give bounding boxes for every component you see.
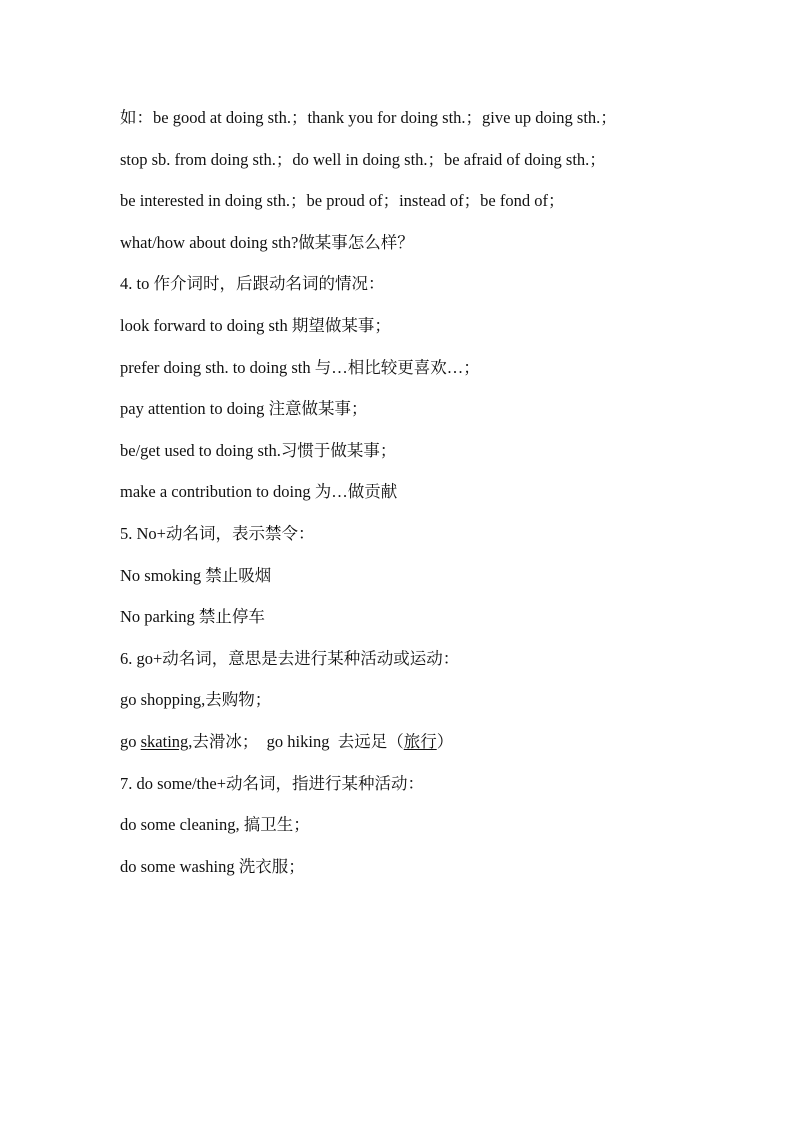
- text-segment: go: [120, 732, 141, 751]
- text-segment: ）: [436, 732, 454, 751]
- text-line: prefer doing sth. to doing sth 与…相比较更喜欢…；: [120, 358, 480, 377]
- section-heading: 6. go+动名词，意思是去进行某种活动或运动：: [120, 649, 460, 668]
- text-segment: ,去滑冰； go hiking 去远足（: [188, 732, 404, 751]
- text-line: do some cleaning, 搞卫生；: [120, 815, 310, 834]
- text-line: what/how about doing sth?做某事怎么样？: [120, 233, 414, 252]
- text-line: make a contribution to doing 为…做贡献: [120, 482, 398, 501]
- text-line: 如：be good at doing sth.；thank you for doing sth.；give up doing sth.；: [120, 108, 617, 127]
- text-line: pay attention to doing 注意做某事；: [120, 399, 368, 418]
- text-line: No parking 禁止停车: [120, 607, 265, 626]
- underlined-word: 旅行: [403, 732, 437, 751]
- text-line: be interested in doing sth.；be proud of；instead of；be fond of；: [120, 191, 565, 210]
- section-heading: 4. to 作介词时，后跟动名词的情况：: [120, 274, 385, 293]
- text-line: do some washing 洗衣服；: [120, 857, 305, 876]
- text-line: go shopping,去购物；: [120, 690, 272, 709]
- text-line: look forward to doing sth 期望做某事；: [120, 316, 391, 335]
- text-line: stop sb. from doing sth.；do well in doing sth.；be afraid of doing sth.；: [120, 150, 606, 169]
- section-heading: 7. do some/the+动名词，指进行某种活动：: [120, 774, 425, 793]
- text-line: No smoking 禁止吸烟: [120, 566, 272, 585]
- text-line: be/get used to doing sth.习惯于做某事；: [120, 441, 397, 460]
- underlined-word: skating: [140, 732, 189, 751]
- section-heading: 5. No+动名词，表示禁令：: [120, 524, 315, 543]
- text-line-with-underlines: [120, 732, 453, 752]
